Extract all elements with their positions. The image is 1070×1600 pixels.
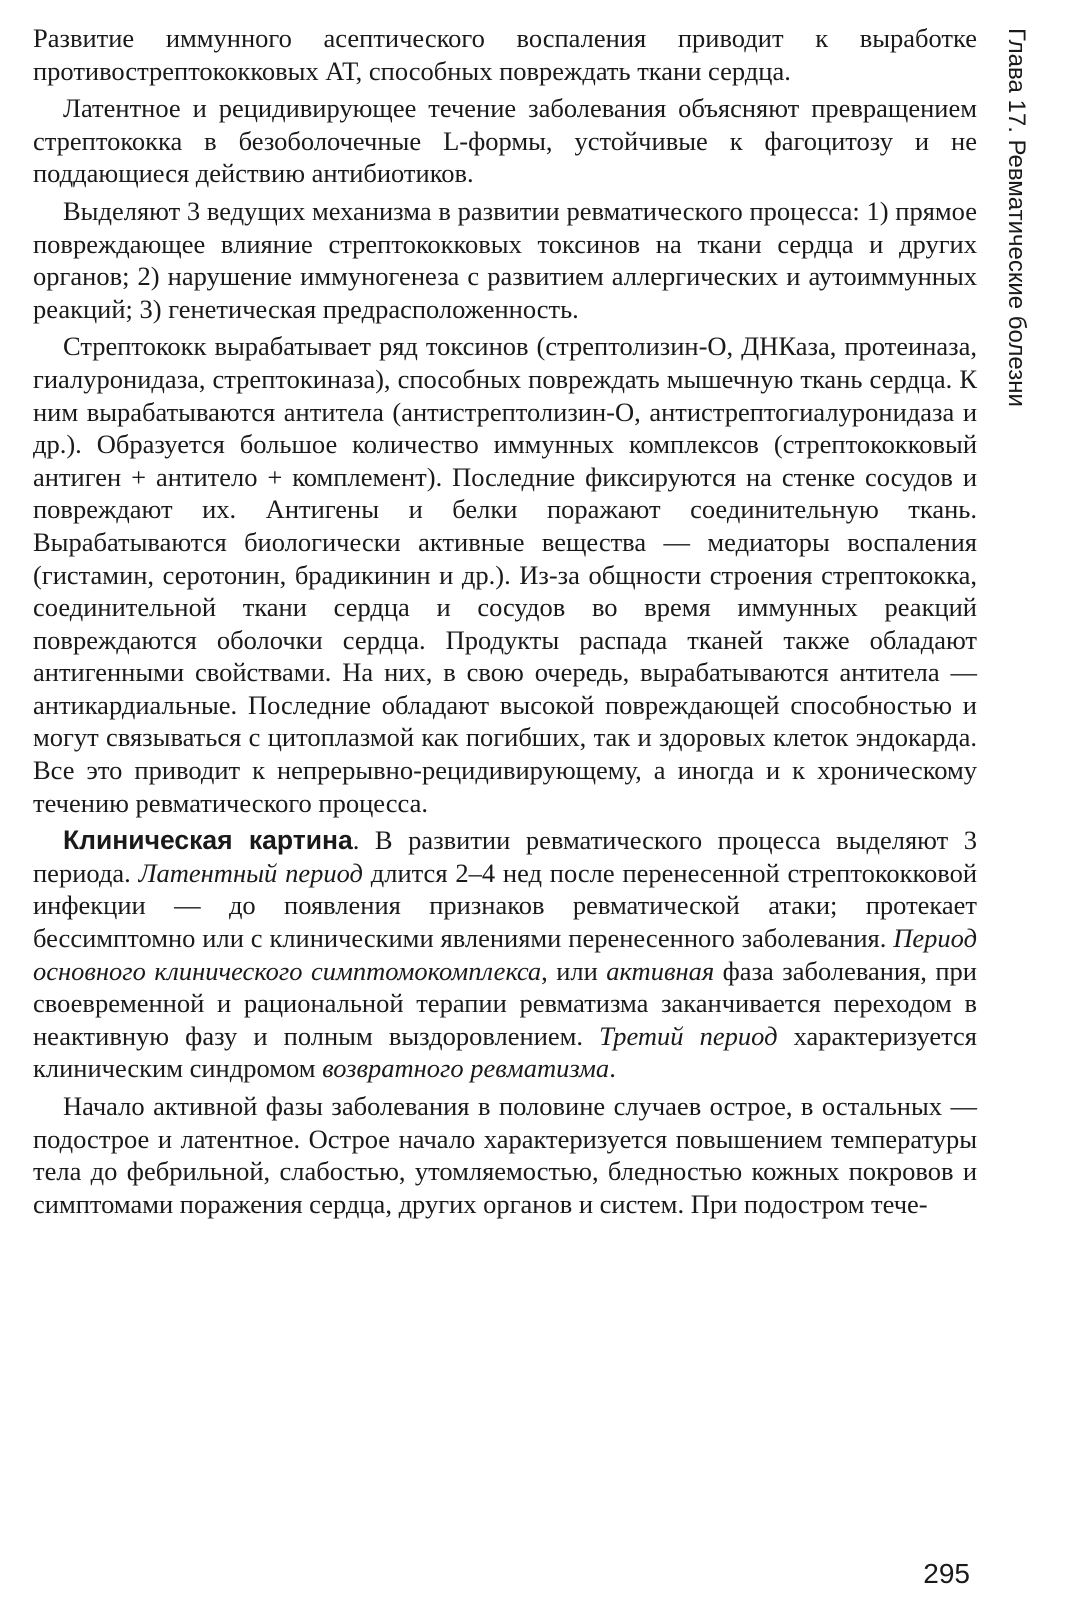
page-number: 295 bbox=[923, 1558, 970, 1589]
third-period-term: Третий период bbox=[599, 1020, 778, 1051]
clinical-picture-heading: Клиническая картина bbox=[63, 825, 353, 856]
p5-text-1: . В развитии ревматического процесса выделяют 3 периода. bbox=[33, 825, 977, 888]
p5-text-6: . bbox=[609, 1053, 616, 1084]
recurrent-rheumatism-term: возвратного ревматизма bbox=[322, 1053, 610, 1084]
p5-text-2: длится 2–4 нед после перенесенной стрептококковой инфекции — до появления признаков ревматической атаки; протекает бессимптомно или с клиническими явлениями перенесенного заболевания. bbox=[33, 857, 978, 954]
p5-text-4: фаза заболевания, при своевременной и рациональной терапии ревматизма заканчивается переходом в неактивную фазу и полным выздоровлением. bbox=[33, 955, 977, 1051]
paragraph-5-clinical-picture bbox=[33, 824, 977, 1085]
p5-text-5: характеризуется клиническим синдромом bbox=[33, 1020, 977, 1084]
running-head: Глава 17. Ревматические болезни bbox=[1003, 28, 1030, 407]
p5-text-3: , или bbox=[541, 955, 607, 986]
paragraph-3: Выделяют 3 ведущих механизма в развитии ревматического процесса: 1) прямое повреждающее влияние стрептококковых токсинов на ткани сердца и других органов; 2) нарушение иммуногенеза с развитием аллергических и аутоиммунных реакций; 3) генетическая предрасположенность. bbox=[33, 195, 977, 324]
paragraph-6: Начало активной фазы заболевания в половине случаев острое, в остальных — подострое и латентное. Острое начало характеризуется повышением температуры тела до фебрильной, слабостью, утомляемостью, бледностью кожных покровов и симптомами поражения сердца, других органов и систем. При подостром тече- bbox=[33, 1091, 977, 1219]
paragraph-1: Развитие иммунного асептического воспаления приводит к выработке противострептококковых АТ, способных повреждать ткани сердца. bbox=[33, 23, 977, 86]
active-phase-term: активная bbox=[606, 955, 715, 986]
main-period-term: Период основного клинического симптомокомплекса bbox=[33, 923, 977, 986]
paragraph-4: Стрептококк вырабатывает ряд токсинов (стрептолизин-О, ДНКаза, протеиназа, гиалуронидаза, стрептокиназа), способных повреждать мышечную ткань сердца. К ним вырабатываются антитела (антистрептолизин-О, антистрептогиалуронидаза и др.). Образуется большое количество иммунных комплексов (стрептококковый антиген + антитело + комплемент). Последние фиксируются на стенке сосудов и повреждают их. Антигены и белки поражают соединительную ткань. Вырабатываются биологически активные вещества — медиаторы воспаления (гистамин, серотонин, брадикинин и др.). Из-за общности строения стрептококка, соединительной ткани сердца и сосудов во время иммунных реакций повреждаются оболочки сердца. Продукты распада тканей также обладают антигенными свойствами. На них, в свою очередь, вырабатываются антитела — антикардиальные. Последние обладают высокой повреждающей способностью и могут связываться с цитоплазмой как погибших, так и здоровых клеток эндокарда. Все это приводит к непрерывно-рецидивирующему, а иногда и к хроническому течению ревматического процесса. bbox=[33, 331, 977, 818]
page-body bbox=[33, 22, 977, 1225]
latent-period-term: Латентный период bbox=[138, 857, 363, 888]
paragraph-2: Латентное и рецидивирующее течение заболевания объясняют превращением стрептококка в безоболочечные L-формы, устойчивые к фагоцитозу и не поддающиеся действию антибиотиков. bbox=[33, 93, 977, 189]
